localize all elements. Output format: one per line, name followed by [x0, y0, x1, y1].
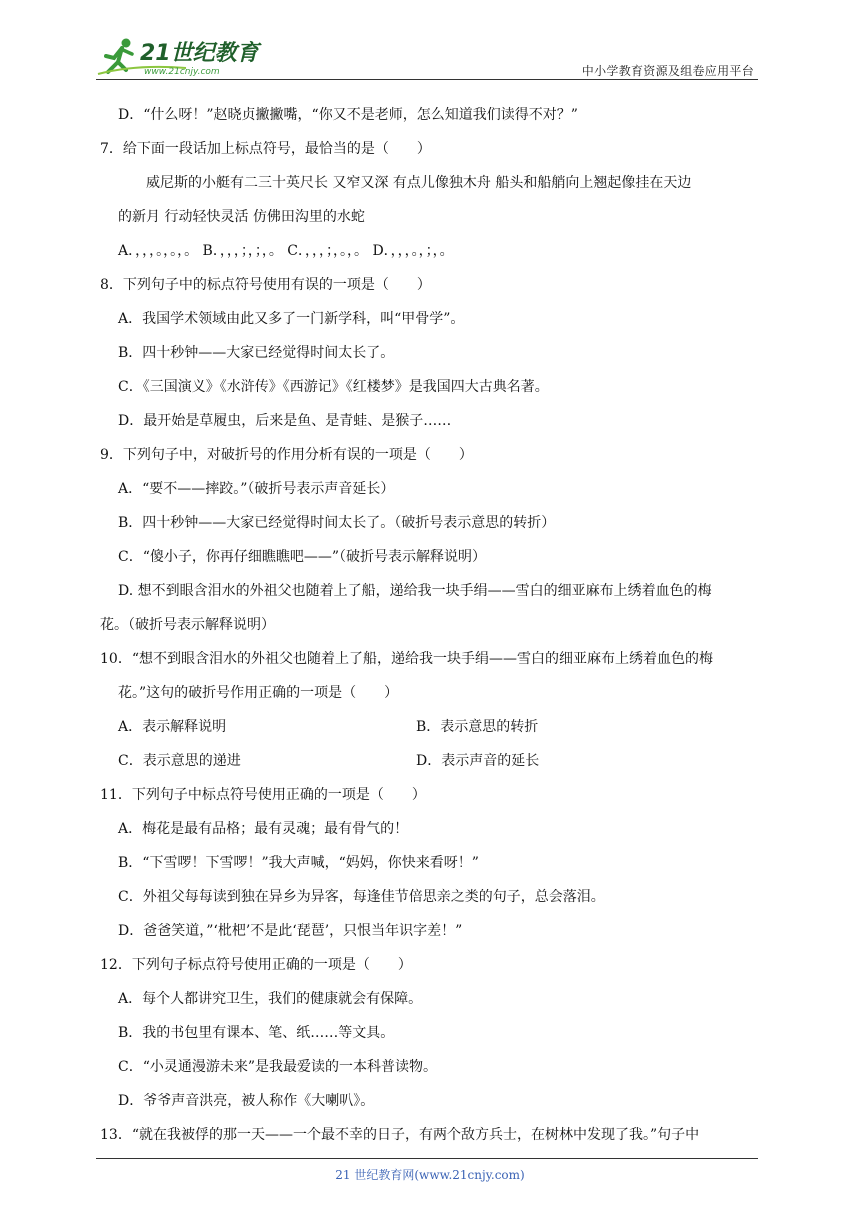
q7-passage-line-2: 的新月 行动轻快灵活 仿佛田沟里的水蛇: [118, 209, 365, 225]
page-header: [96, 28, 758, 80]
q6-option-d: D．“什么呀！”赵晓贞撇撇嘴，“你又不是老师，怎么知道我们读得不对？”: [118, 107, 578, 123]
q8-option-a: A．我国学术领域由此又多了一门新学科，叫“甲骨学”。: [118, 311, 465, 327]
question-12: 12．下列句子标点符号使用正确的一项是（ ）: [100, 957, 412, 973]
q10-option-b: B．表示意思的转折: [416, 719, 539, 735]
question-10-line-1: 10．“想不到眼含泪水的外祖父也随着上了船，递给我一块手绢——雪白的细亚麻布上绣着血色的梅: [100, 651, 713, 667]
runner-logo-icon: [96, 34, 266, 78]
q11-option-c: C．外祖父每每读到独在异乡为异客，每逢佳节倍思亲之类的句子，总会落泪。: [118, 889, 605, 905]
footer-link[interactable]: 21 世纪教育网(www.21cnjy.com): [335, 1168, 525, 1182]
q10-option-c: C．表示意思的递进: [118, 753, 241, 769]
logo-wordmark: 21世纪教育: [140, 41, 259, 66]
q11-option-a: A．梅花是最有品格；最有灵魂；最有骨气的！: [118, 821, 409, 837]
q9-option-d-line-1: D. 想不到眼含泪水的外祖父也随着上了船，递给我一块手绢——雪白的细亚麻布上绣着血色的梅: [118, 583, 712, 599]
header-divider: [96, 79, 758, 80]
question-8: 8．下列句子中的标点符号使用有误的一项是（ ）: [100, 277, 431, 293]
q9-option-a: A．“要不——摔跤。”（破折号表示声音延长）: [118, 481, 395, 497]
q12-option-b: B．我的书包里有课本、笔、纸……等文具。: [118, 1025, 395, 1041]
question-9: 9．下列句子中，对破折号的作用分析有误的一项是（ ）: [100, 447, 473, 463]
platform-title: 中小学教育资源及组卷应用平台: [581, 64, 754, 78]
site-logo[interactable]: [96, 34, 266, 78]
q12-option-a: A．每个人都讲究卫生，我们的健康就会有保障。: [118, 991, 423, 1007]
q11-option-b: B．“下雪啰！下雪啰！”我大声喊，“妈妈，你快来看呀！”: [118, 855, 479, 871]
question-10-line-2: 花。”这句的破折号作用正确的一项是（ ）: [118, 685, 399, 701]
q11-option-d: D．爸爸笑道，”‘枇杷’不是此‘琵琶’，只恨当年识字差！”: [118, 923, 463, 939]
question-13: 13．“就在我被俘的那一天——一个最不幸的日子，有两个敌方兵士，在树林中发现了我。”句子中: [100, 1127, 700, 1143]
question-7: 7．给下面一段话加上标点符号，最恰当的是（ ）: [100, 141, 431, 157]
q7-passage-line-1: 威尼斯的小艇有二三十英尺长 又窄又深 有点儿像独木舟 船头和船艄向上翘起像挂在天边: [146, 175, 692, 191]
q9-option-c: C．“傻小子，你再仔细瞧瞧吧——”（破折号表示解释说明）: [118, 549, 487, 565]
q8-option-b: B．四十秒钟——大家已经觉得时间太长了。: [118, 345, 395, 361]
q12-option-c: C．“小灵通漫游未来”是我最爱读的一本科普读物。: [118, 1059, 438, 1075]
footer-divider: [96, 1158, 758, 1159]
logo-url: www.21cnjy.com: [144, 67, 220, 77]
q9-option-b: B．四十秒钟——大家已经觉得时间太长了。（破折号表示意思的转折）: [118, 515, 556, 531]
q8-option-c: C．《三国演义》《水浒传》《西游记》《红楼梦》是我国四大古典名著。: [118, 379, 549, 395]
q10-option-a: A．表示解释说明: [118, 719, 227, 735]
q8-option-d: D．最开始是草履虫，后来是鱼、是青蛙、是猴子……: [118, 413, 452, 429]
question-11: 11．下列句子中标点符号使用正确的一项是（ ）: [100, 787, 426, 803]
q7-options: A．，，，。，。，。 B．，，，；，；，。 C．，，，；，。，。 D．，，，。，；，。: [118, 243, 454, 259]
q12-option-d: D．爷爷声音洪亮，被人称作《大喇叭》。: [118, 1093, 375, 1109]
q9-option-d-line-2: 花。（破折号表示解释说明）: [100, 617, 275, 633]
q10-option-d: D．表示声音的延长: [416, 753, 540, 769]
